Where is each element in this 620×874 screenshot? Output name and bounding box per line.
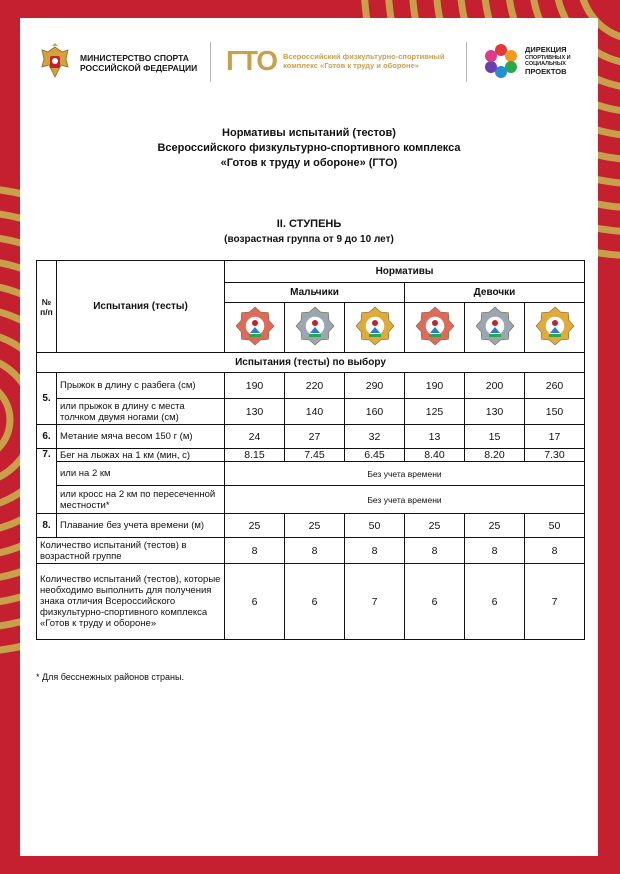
norm-value: 125 bbox=[405, 399, 465, 425]
norm-value: 24 bbox=[225, 425, 285, 449]
test-name: Бег на лыжах на 1 км (мин, с) bbox=[57, 449, 225, 462]
norm-value: 190 bbox=[225, 373, 285, 399]
badge-cell bbox=[225, 303, 285, 353]
norm-value: 130 bbox=[465, 399, 525, 425]
count-row bbox=[37, 538, 585, 564]
table-row bbox=[37, 486, 585, 514]
summary-value: 8 bbox=[285, 538, 345, 564]
coat-of-arms-icon bbox=[38, 43, 72, 83]
norm-value: 50 bbox=[525, 514, 585, 538]
document-page bbox=[20, 18, 598, 856]
header-divider bbox=[210, 42, 211, 82]
norm-value: 6.45 bbox=[345, 449, 405, 462]
norm-value: 220 bbox=[285, 373, 345, 399]
norm-value: 50 bbox=[345, 514, 405, 538]
table-row bbox=[37, 399, 585, 425]
col-norms-header: Нормативы bbox=[225, 261, 585, 283]
section-title: Испытания (тесты) по выбору bbox=[37, 353, 585, 373]
badge-cell bbox=[405, 303, 465, 353]
badge-cell bbox=[525, 303, 585, 353]
summary-value: 7 bbox=[525, 564, 585, 640]
norm-value: 8.15 bbox=[225, 449, 285, 462]
directorate-logo bbox=[482, 42, 605, 80]
test-name: или кросс на 2 км по пересеченной местности* bbox=[57, 486, 225, 514]
badge-cell bbox=[345, 303, 405, 353]
summary-value: 6 bbox=[285, 564, 345, 640]
summary-value: 6 bbox=[465, 564, 525, 640]
summary-label: Количество испытаний (тестов), которые необходимо выполнить для получения знака отличия Всероссийского физкультурно-спортивного комплекса «Готов к труду и обороне» bbox=[37, 564, 225, 640]
footnote: * Для бесснежных районов страны. bbox=[36, 672, 184, 682]
norm-value: 13 bbox=[405, 425, 465, 449]
norm-value: 25 bbox=[405, 514, 465, 538]
table-row bbox=[37, 373, 585, 399]
header-divider bbox=[466, 42, 467, 82]
summary-value: 8 bbox=[225, 538, 285, 564]
ministry-logo bbox=[38, 43, 198, 83]
col-test-header: Испытания (тесты) bbox=[57, 261, 225, 353]
badge-cell bbox=[465, 303, 525, 353]
required-row bbox=[37, 564, 585, 640]
norm-value: 32 bbox=[345, 425, 405, 449]
summary-value: 8 bbox=[345, 538, 405, 564]
table-row bbox=[37, 449, 585, 462]
norm-value: 190 bbox=[405, 373, 465, 399]
norm-value: 25 bbox=[465, 514, 525, 538]
norm-value: 25 bbox=[225, 514, 285, 538]
summary-label: Количество испытаний (тестов) в возрастной группе bbox=[37, 538, 225, 564]
norm-value: 15 bbox=[465, 425, 525, 449]
norm-value: 17 bbox=[525, 425, 585, 449]
row-number: 5. bbox=[37, 373, 57, 425]
summary-value: 6 bbox=[225, 564, 285, 640]
test-name: Метание мяча весом 150 г (м) bbox=[57, 425, 225, 449]
norm-value: 160 bbox=[345, 399, 405, 425]
summary-value: 8 bbox=[405, 538, 465, 564]
silver-badge-icon bbox=[475, 306, 515, 346]
norm-value: 25 bbox=[285, 514, 345, 538]
table-row bbox=[37, 514, 585, 538]
silver-badge-icon bbox=[295, 306, 335, 346]
row-number: 6. bbox=[37, 425, 57, 449]
boys-header: Мальчики bbox=[225, 283, 405, 303]
gto-complex-name: Всероссийский физкультурно-спортивный комплекс «Готов к труду и обороне» bbox=[283, 52, 445, 70]
no-time-limit-cell: Без учета времени bbox=[225, 462, 585, 486]
norm-value: 150 bbox=[525, 399, 585, 425]
directorate-name: ДИРЕКЦИЯ СПОРТИВНЫХ И СОЦИАЛЬНЫХ ПРОЕКТОВ bbox=[525, 45, 571, 76]
test-name: или на 2 км bbox=[57, 462, 225, 486]
girls-header: Девочки bbox=[405, 283, 585, 303]
norm-value: 290 bbox=[345, 373, 405, 399]
header bbox=[20, 18, 598, 98]
norm-value: 8.20 bbox=[465, 449, 525, 462]
gold-badge-icon bbox=[535, 306, 575, 346]
document-title: Нормативы испытаний (тестов) Всероссийского физкультурно-спортивного комплекса «Готов к труду и обороне» (ГТО) bbox=[157, 127, 461, 169]
col-num-header: № п/п bbox=[37, 261, 57, 353]
bronze-badge-icon bbox=[235, 306, 275, 346]
norm-value: 7.45 bbox=[285, 449, 345, 462]
table-row bbox=[37, 462, 585, 486]
directorate-flower-icon bbox=[482, 42, 520, 80]
table-header-row bbox=[37, 261, 585, 283]
test-name: Прыжок в длину с разбега (см) bbox=[57, 373, 225, 399]
gto-mark: ГТО bbox=[226, 45, 278, 76]
row-number: 8. bbox=[37, 514, 57, 538]
gto-logo bbox=[226, 46, 463, 76]
ministry-name: МИНИСТЕРСТВО СПОРТА РОССИЙСКОЙ ФЕДЕРАЦИИ bbox=[80, 53, 198, 73]
summary-value: 8 bbox=[465, 538, 525, 564]
summary-value: 7 bbox=[345, 564, 405, 640]
no-time-limit-cell: Без учета времени bbox=[225, 486, 585, 514]
summary-value: 8 bbox=[525, 538, 585, 564]
norm-value: 260 bbox=[525, 373, 585, 399]
summary-value: 6 bbox=[405, 564, 465, 640]
norm-value: 8.40 bbox=[405, 449, 465, 462]
row-number: 7. bbox=[37, 449, 57, 514]
norm-value: 140 bbox=[285, 399, 345, 425]
norms-table bbox=[36, 260, 585, 640]
badge-cell bbox=[285, 303, 345, 353]
test-name: Плавание без учета времени (м) bbox=[57, 514, 225, 538]
table-row bbox=[37, 425, 585, 449]
norm-value: 7.30 bbox=[525, 449, 585, 462]
norm-value: 200 bbox=[465, 373, 525, 399]
gold-badge-icon bbox=[355, 306, 395, 346]
norm-value: 130 bbox=[225, 399, 285, 425]
test-name: или прыжок в длину с места толчком двумя ногами (см) bbox=[57, 399, 225, 425]
norm-value: 27 bbox=[285, 425, 345, 449]
stage-heading: II. СТУПЕНЬ (возрастная группа от 9 до 10 лет) bbox=[224, 218, 394, 245]
bronze-badge-icon bbox=[415, 306, 455, 346]
section-row bbox=[37, 353, 585, 373]
